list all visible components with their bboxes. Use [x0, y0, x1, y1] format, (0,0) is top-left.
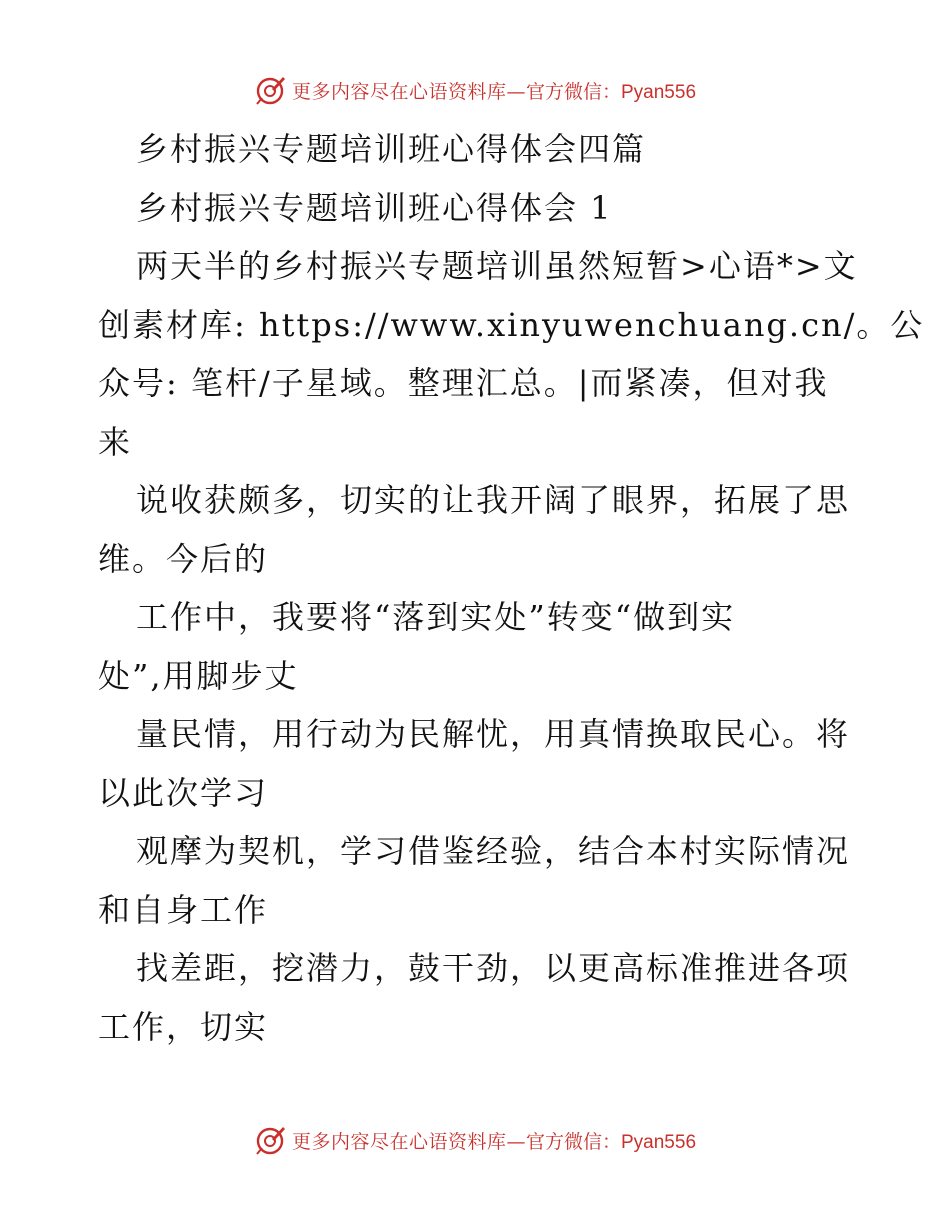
- paragraph-line: 说收获颇多，切实的让我开阔了眼界，拓展了思: [136, 481, 851, 519]
- pen-logo-icon: [254, 1124, 286, 1156]
- header-watermark: [0, 70, 950, 110]
- footer-watermark: [0, 1120, 950, 1160]
- paragraph-line: 以此次学习: [98, 773, 269, 812]
- paragraph-line: 两天半的乡村振兴专题培训虽然短暂>心语*>文: [136, 247, 858, 285]
- watermark-wechat: 官方微信：Pyan556: [526, 1131, 697, 1153]
- paragraph-line: 来: [98, 422, 133, 461]
- paragraph-line: 工作中，我要将“落到实处”转变“做到实: [136, 598, 736, 636]
- document-body: [98, 120, 925, 1056]
- watermark-text: 更多内容尽在心语资料库—: [291, 1130, 526, 1153]
- paragraph-line: 维。今后的: [98, 539, 269, 578]
- pen-logo-icon: [254, 74, 286, 106]
- watermark-text: 更多内容尽在心语资料库—: [291, 80, 526, 103]
- paragraph-line: 工作，切实: [98, 1007, 269, 1046]
- paragraph-line: 处”,用脚步丈: [98, 656, 299, 695]
- paragraph-line: 量民情，用行动为民解忧，用真情换取民心。将: [136, 715, 851, 753]
- paragraph-line: 创素材库: https://www.xinyuwenchuang.cn/。公: [98, 305, 925, 344]
- paragraph-line: 众号: 笔杆/子星域。整理汇总。|而紧凑，但对我: [98, 364, 829, 402]
- document-title: 乡村振兴专题培训班心得体会四篇: [136, 130, 647, 168]
- paragraph-line: 和自身工作: [98, 890, 269, 929]
- paragraph-line: 找差距，挖潜力，鼓干劲，以更高标准推进各项: [136, 949, 851, 987]
- section-heading: 乡村振兴专题培训班心得体会 1: [136, 188, 613, 227]
- watermark-wechat: 官方微信：Pyan556: [526, 81, 697, 103]
- paragraph-line: 观摩为契机，学习借鉴经验，结合本村实际情况: [136, 832, 851, 870]
